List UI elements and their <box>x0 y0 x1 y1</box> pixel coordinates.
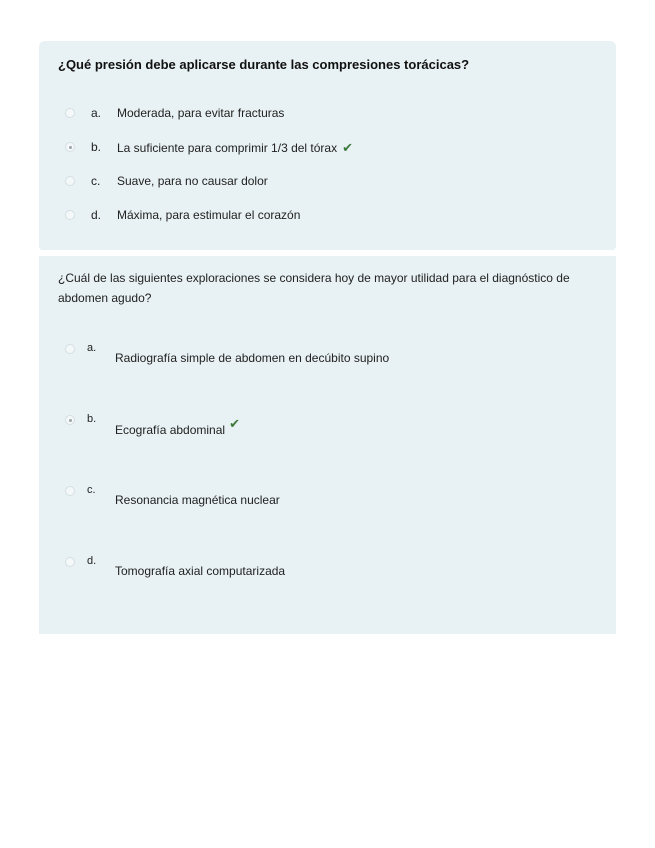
radio-button-a[interactable] <box>65 108 75 118</box>
radio-button-a[interactable] <box>65 344 75 354</box>
question-text: ¿Cuál de las siguientes exploraciones se considera hoy de mayor utilidad para el diagnóstico de abdomen agudo? <box>58 271 570 305</box>
option-letter: d. <box>87 555 97 567</box>
option-letter: b. <box>91 140 102 154</box>
option-label: Resonancia magnética nuclear <box>115 493 280 507</box>
checkmark-icon: ✔ <box>342 140 354 155</box>
option-label: La suficiente para comprimir 1/3 del tórax <box>117 141 338 155</box>
radio-button-d[interactable] <box>65 210 75 220</box>
radio-button-b[interactable] <box>65 415 75 425</box>
radio-button-c[interactable] <box>65 176 75 186</box>
option-letter: c. <box>87 484 96 496</box>
checkmark-icon: ✔ <box>229 416 240 431</box>
option-label: Moderada, para evitar fracturas <box>117 106 285 120</box>
option-letter: a. <box>91 106 102 120</box>
option-label: Máxima, para estimular el corazón <box>117 208 301 222</box>
radio-button-b[interactable] <box>65 142 75 152</box>
option-letter: a. <box>87 342 97 354</box>
question-card-1 <box>39 41 616 250</box>
option-label: Radiografía simple de abdomen en decúbito supino <box>115 351 390 365</box>
option-label-wrap <box>117 140 353 156</box>
option-label: Ecografía abdominal <box>115 423 226 437</box>
option-label-wrap <box>115 416 240 438</box>
option-letter: d. <box>91 208 102 222</box>
question-text: ¿Qué presión debe aplicarse durante las compresiones torácicas? <box>58 57 470 72</box>
question-card-2 <box>39 256 616 634</box>
option-label: Tomografía axial computarizada <box>115 564 286 578</box>
radio-button-c[interactable] <box>65 486 75 496</box>
option-label: Suave, para no causar dolor <box>117 174 268 188</box>
option-letter: b. <box>87 413 97 425</box>
radio-button-d[interactable] <box>65 557 75 567</box>
option-letter: c. <box>91 174 101 188</box>
